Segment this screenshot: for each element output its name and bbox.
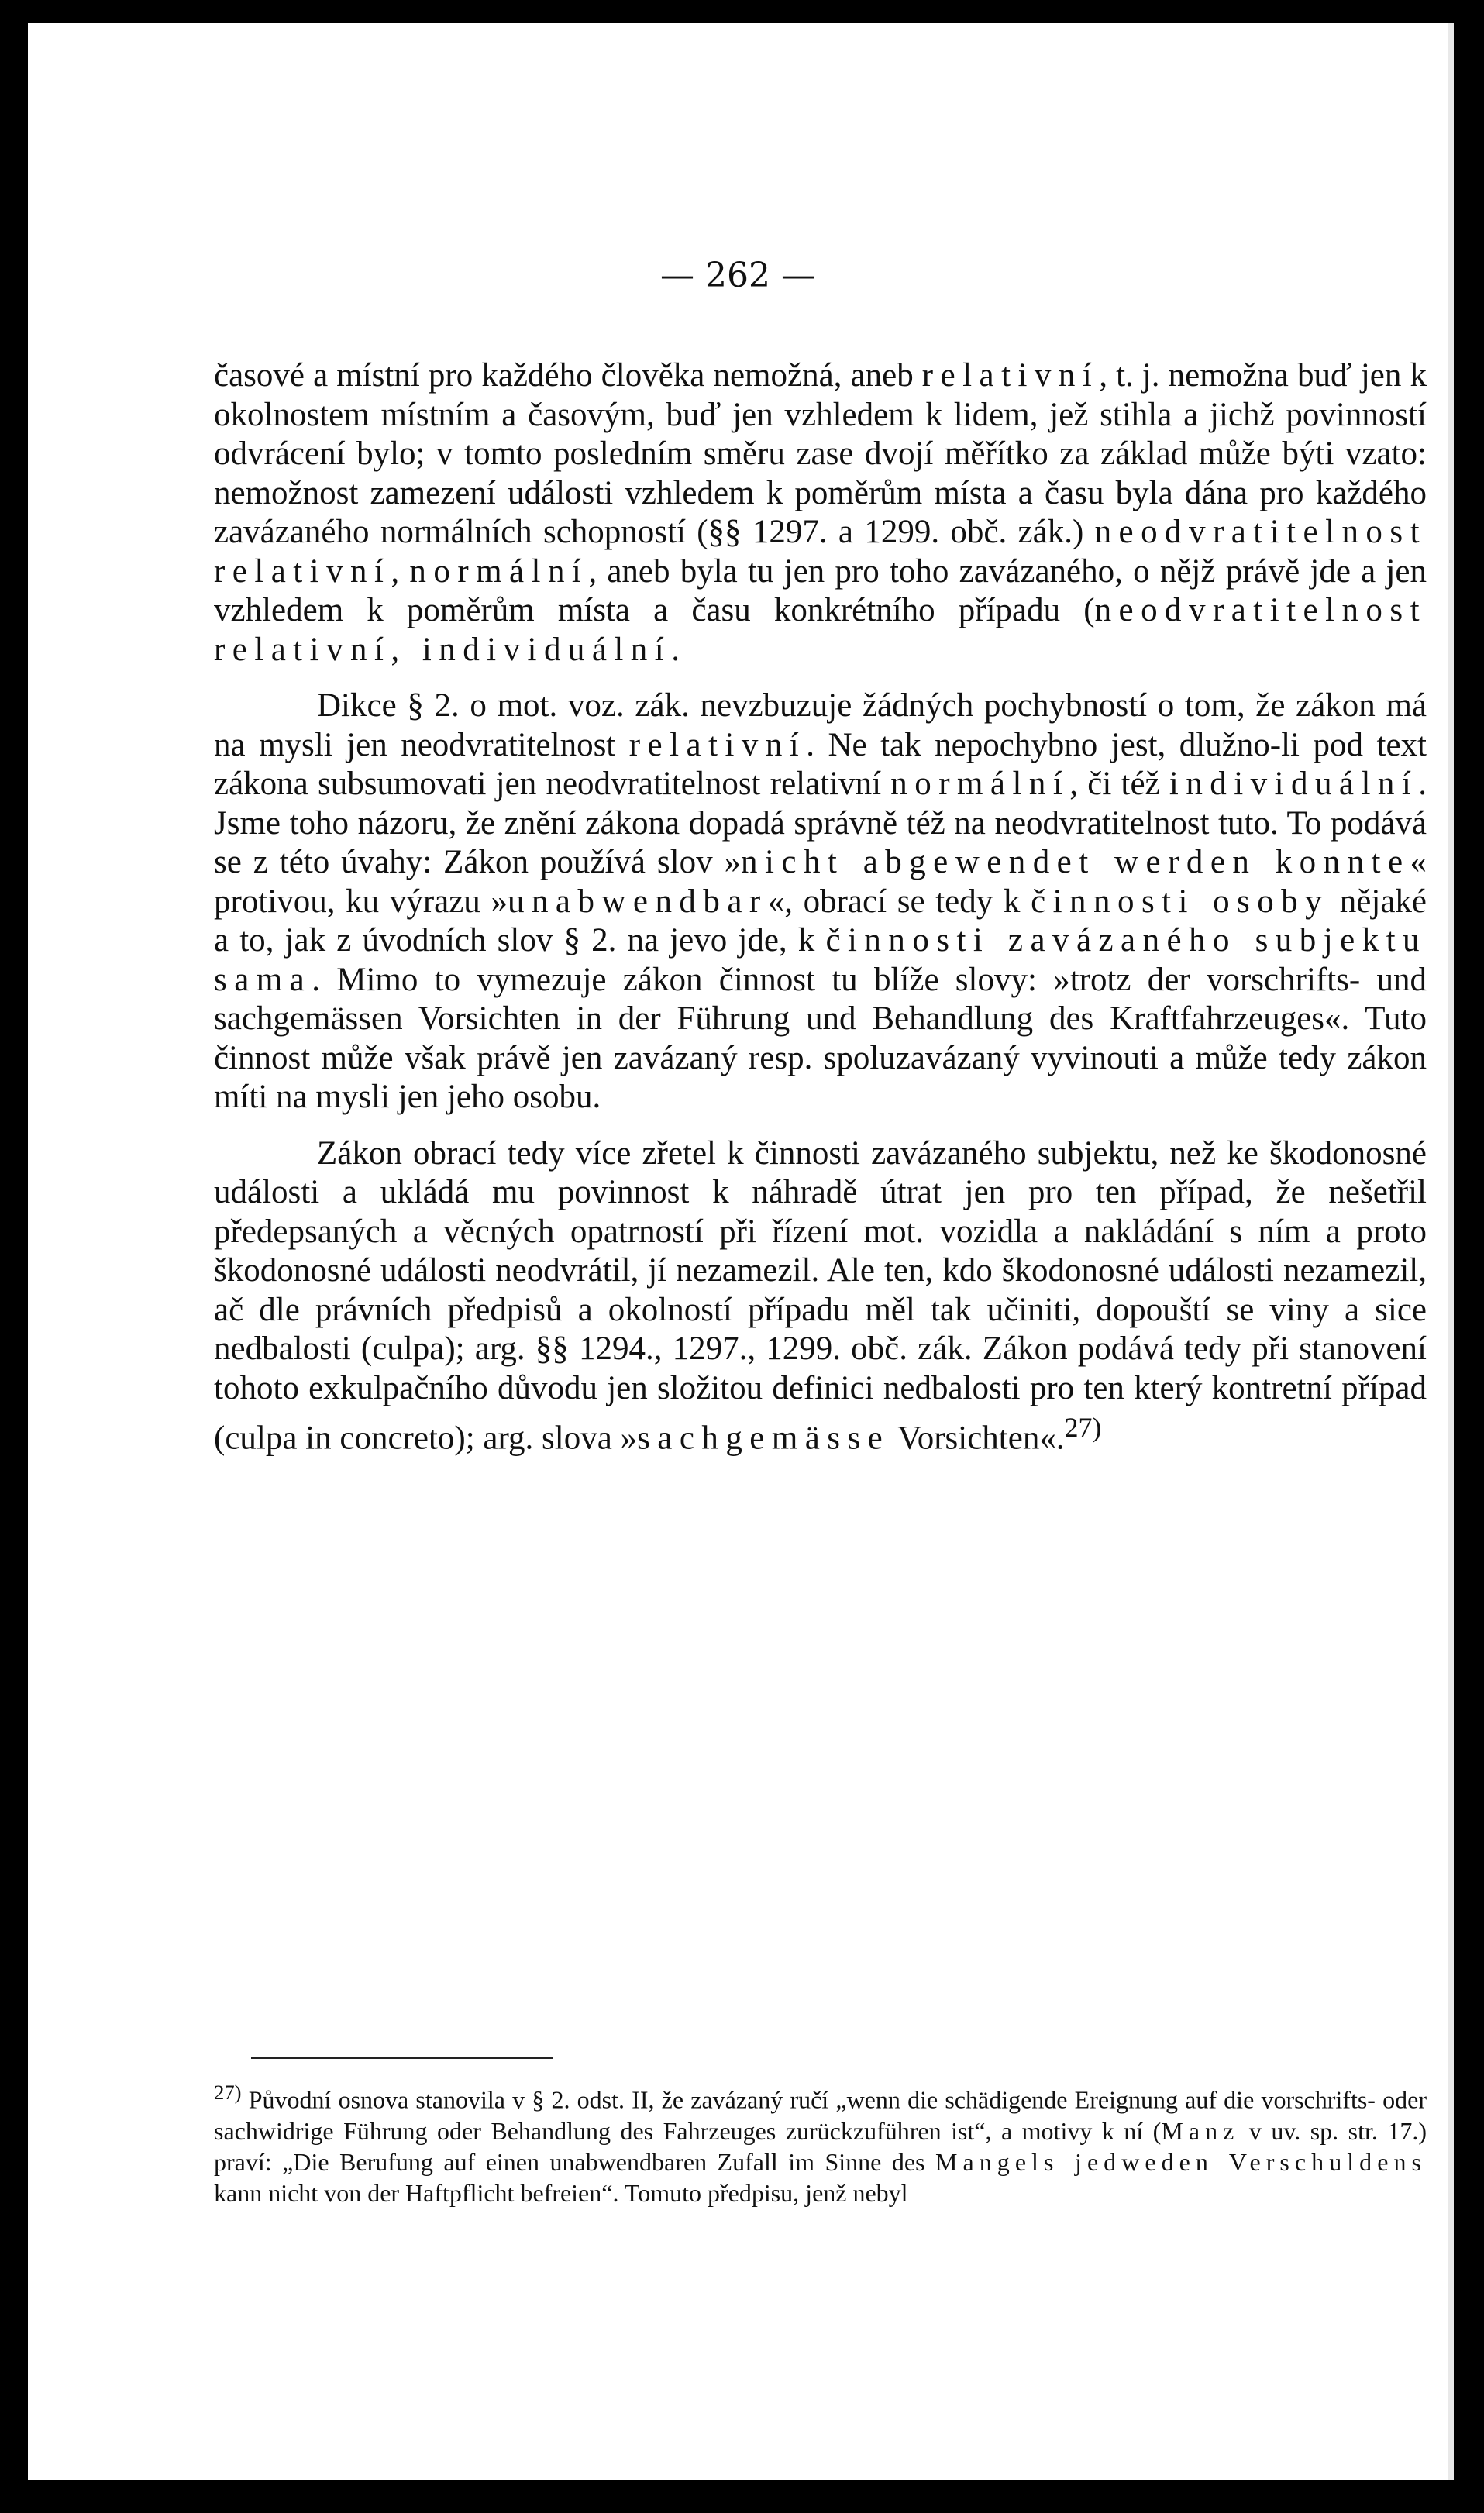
paragraph-3: Zákon obrací tedy více zřetel k činnosti zavázaného subjektu, než ke škodonosné události a ukládá mu povinnost k náhradě útrat jen pro ten případ, že nešetřil předepsaných a věcných opatrností při řízení mot. vozidla a nakládání s ním a proto škodonosné události neodvrátil, jí nezamezil. Ale ten, kdo škodonosné události nezamezil, ač dle právních předpisů a okolností případu měl tak učiniti, dopouští se viny a sice nedbalosti (culpa); arg. §§ 1294., 1297., 1299. obč. zák. Zákon podává tedy při stanovení tohoto exkulpačního důvodu jen složitou definici nedbalosti pro ten který kontretní případ (culpa in concreto); arg. slova »sachgemässe Vorsichten«.$^{27)}$ [214, 1134, 1427, 1457]
spaced-emphasis: normální [890, 766, 1070, 802]
spaced-emphasis: relativní [921, 357, 1100, 394]
footnote-reference: 27) [1064, 1412, 1102, 1443]
spaced-emphasis: neodvratitelnost relativní [214, 514, 1427, 590]
spaced-emphasis: neodvratitelnost relativní, individuální [214, 592, 1427, 668]
spaced-emphasis: Mangels jedweden Verschuldens [935, 2147, 1427, 2176]
spaced-emphasis: činnosti osoby [1031, 883, 1330, 920]
footnote-reference: 27) [214, 2081, 242, 2104]
spaced-emphasis: relativní [628, 726, 807, 763]
spaced-emphasis: nicht abgewendet werden konnte [741, 844, 1410, 880]
paragraph-1: časové a místní pro každého člověka nemožná, aneb relativní, t. j. nemožna buď jen k okolnostem místním a časovým, buď jen vzhledem k lidem, jež stihla a jichž povinností odvrácení bylo; v tomto posledním směru zase dvojí měřítko za základ může býti vzato: nemožnost zamezení události vzhledem k poměrům místa a času byla dána pro každého zavázaného normálních schopností (§§ 1297. a 1299. obč. zák.) neodvratitelnost relativní, normální, aneb byla tu jen pro toho zavázaného, o nějž právě jde a jen vzhledem k poměrům místa a času konkrétního případu (neodvratitelnost relativní, individuální. [214, 357, 1427, 668]
footnote-divider [251, 2057, 553, 2059]
main-text [214, 356, 1427, 1458]
scan-edge [1461, 23, 1469, 2480]
paragraph-2: Dikce § 2. o mot. voz. zák. nevzbuzuje žádných pochybností o tom, že zákon má na mysli jen neodvratitelnost relativní. Ne tak nepochybno jest, dlužno-li pod text zákona subsumovati jen neodvratitelnost relativní normální, či též individuální. Jsme toho názoru, že znění zákona dopadá správně též na neodvratitelnost tuto. To podává se z této úvahy: Zákon používá slov »nicht abgewendet werden konnte« protivou, ku výrazu »unabwendbar«, obrací se tedy k činnosti osoby nějaké a to, jak z úvodních slov § 2. na jevo jde, k činnosti zavázaného subjektu sama. Mimo to vymezuje zákon činnost tu blíže slovy: »trotz der vorschrifts- und sachgemässen Vorsichten in der Führung und Behandlung des Kraftfahrzeuges«. Tuto činnost může však právě jen zavázaný resp. spoluzavázaný vyvinouti a může tedy zákon míti na mysli jen jeho osobu. [214, 687, 1427, 1115]
spaced-emphasis: individuální [1169, 766, 1419, 802]
spaced-emphasis: normální [409, 553, 589, 590]
spaced-emphasis: unabwendbar [507, 883, 768, 920]
spaced-emphasis: činnosti zavázaného subjektu sama [214, 922, 1427, 998]
page-number: — 262 — [660, 256, 815, 295]
document-page [28, 23, 1454, 2480]
spaced-emphasis: sachgemässe [637, 1420, 890, 1457]
spaced-emphasis: Manz [1161, 2116, 1240, 2145]
footnote: $^{27)}$ Původní osnova stanovila v § 2. odst. II, že zavázaný ručí „wenn die schädigende Ereignung auf die vorschrifts- oder sachwidrige Führung oder Behandlung des Fahrzeuges zurückzuführen ist“, a motivy k ní (Manz v uv. sp. str. 17.) praví: „Die Berufung auf einen unabwendbaren Zufall im Sinne des Mangels jedweden Verschuldens kann nicht von der Haftpflicht befreien“. Tomuto předpisu, jenž nebyl [214, 2081, 1427, 2207]
